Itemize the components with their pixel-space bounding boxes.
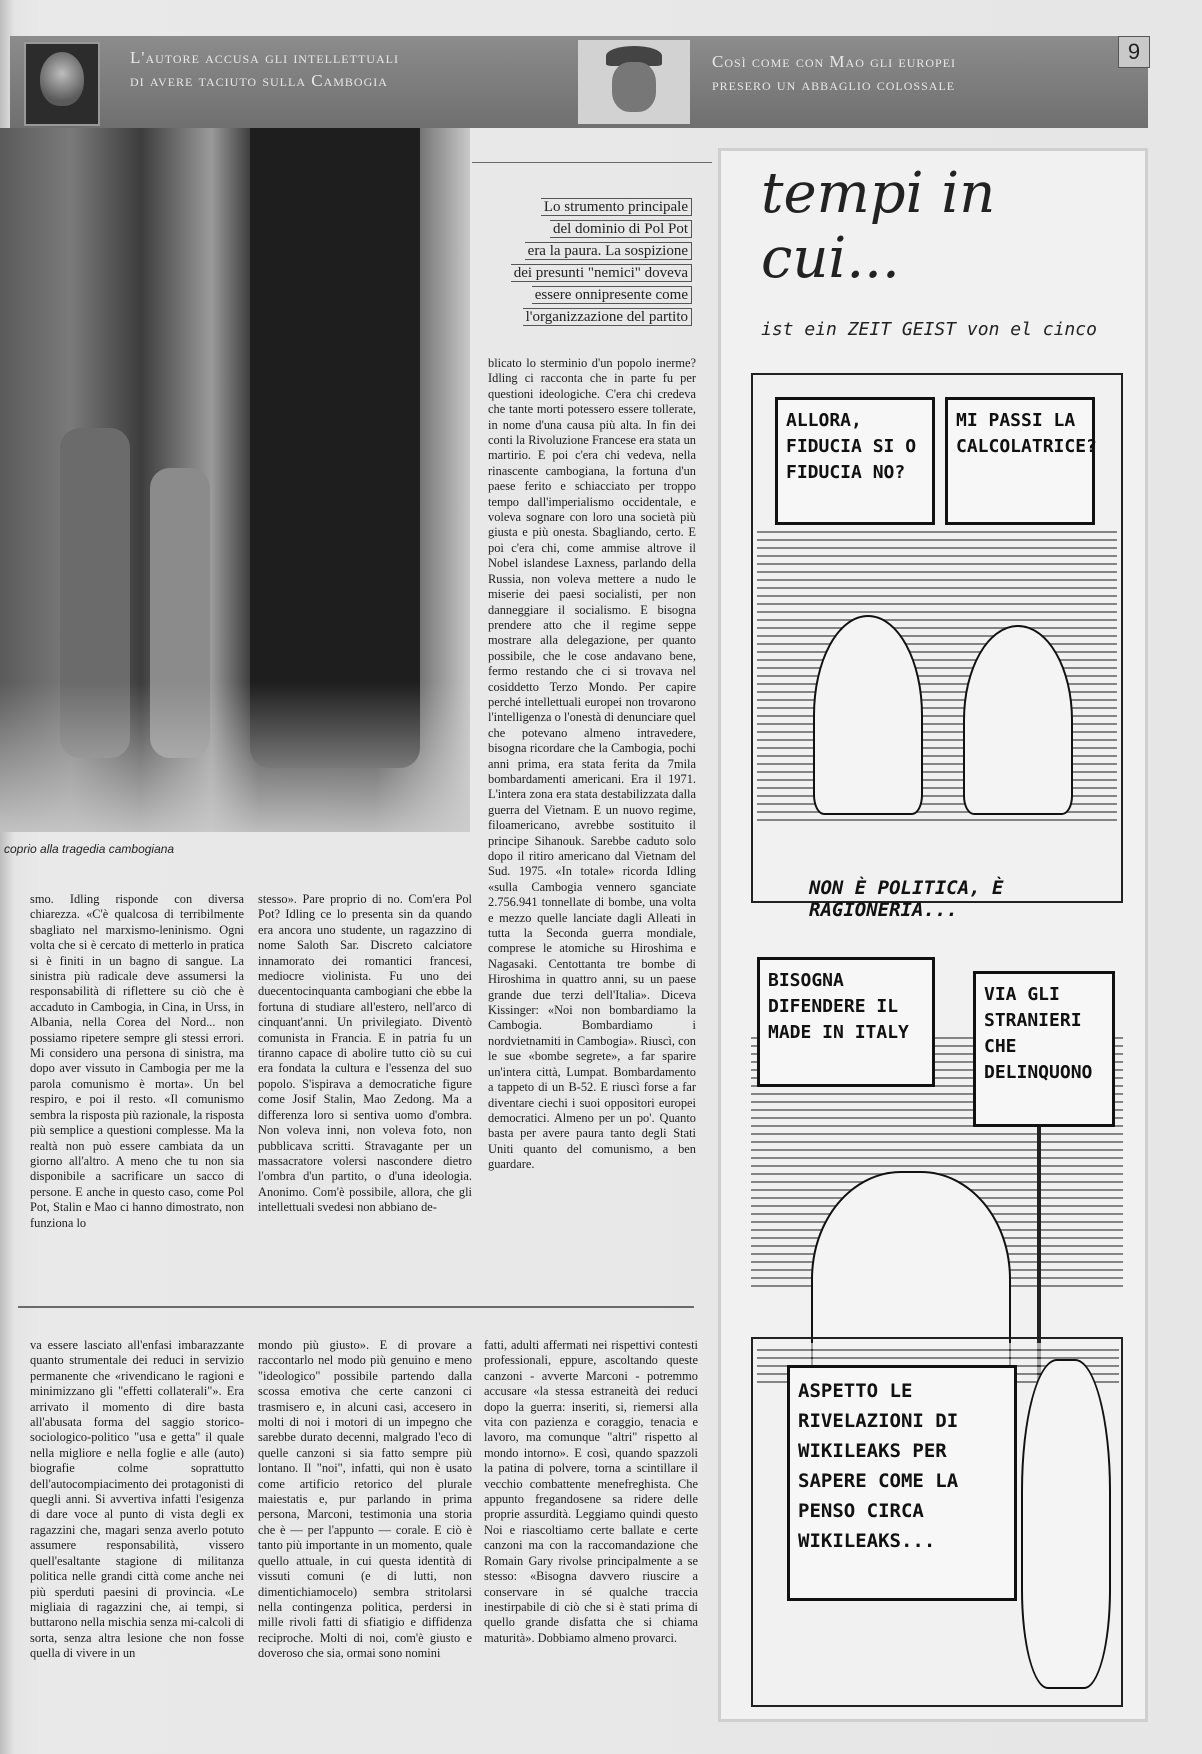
column-rule (472, 162, 712, 163)
article-column-2-bottom: mondo più giusto». E di provare a raccontarlo nel modo più genuino e meno "ideologico" possibile partendo dalla scossa emotiva che certe canzoni ci trasmisero e, in alcuni casi, accesero in molti di noi i motori di un impegno che sarebbe durato decenni, malgrado l'eco di quelle canzoni si sia fatto sempre più lontano. Il "noi", infatti, qui non è usato come artificio retorico del plurale maiestatis e, pur parlando in prima persona, Marconi, testimonia una storia che è — per l'appunto — corale. E ciò è tanto più importante in un momento, quale quello attuale, in cui questa identità di vissuti comuni (e di lutti, non dimentichiamocelo) sembra stritolarsi nella contingenza politica, perdersi in mille rivoli fatti di sfiatigio e diffidenza reciproche. Molti di noi, com'è giusto e doveroso che sia, ormai sono nomini (258, 1338, 472, 1661)
pull-quote-line: del dominio di Pol Pot (550, 220, 692, 238)
left-title-line2: di avere taciuto sulla Cambogia (130, 71, 388, 90)
page-number: 9 (1118, 36, 1150, 68)
page-header-band (10, 36, 1148, 128)
feature-photo (0, 128, 470, 832)
cartoon-panel-3 (751, 1337, 1123, 1707)
cartoon-subtitle: ist ein ZEIT GEIST von el cinco (761, 319, 1097, 340)
speech-sign-right: MI PASSI LA CALCOLATRICE? (945, 397, 1095, 525)
speech-sign-left: ALLORA, FIDUCIA SI O FIDUCIA NO? (775, 397, 935, 525)
protest-sign-right: VIA GLI STRANIERI CHE DELINQUONO (973, 971, 1115, 1127)
article-column-1-bottom: va essere lasciato all'enfasi imbarazzante quanto strumentale dei reduci in servizio permanente che «rivendicano le ragioni e minimizzano gli "effetti collaterali"». Era arrivato il momento di dire basta all'abusata forma del saggio storico-sociologico-politico "usa e getta" il quale nella migliore e nella foglie e alle (auto) biografie colme soprattutto dell'autocompiacimento dei protagonisti di quegli anni. Si avvertiva infatti l'esigenza di dare voce al punto di vista degli ex ragazzini che, magari senza averlo potuto assumere responsabilità, vissero quell'esaltante stagione di militanza politica nelle grandi città come anche nei più sperduti paesini di provincia. «Le migliaia di ragazzini che, ai tempi, si buttarono nella mischia senza mi-calcoli di sorta, senza altra lesione che non fosse quella di vivere in un (30, 1338, 244, 1661)
left-header-title (130, 46, 399, 92)
cartoon-panel-1 (751, 373, 1123, 903)
pull-quote-line: era la paura. La sospizione (525, 242, 692, 260)
article-column-3-bottom: fatti, adulti affermati nei rispettivi contesti professionali, eppure, ascoltando queste canzoni - avverte Marconi - potremmo accusare «la stessa estraneità dei reduci dopo la guerra: inseriti, si, riemersi alla vita con pazienza e coraggio, tenacia e lavoro, ma comunque "altri" rispetto al mondo intorno». E così, quando spazzoli la patina di polvere, torna a scintillare il vecchio combattente menefreghista. Che appunto fregandosene sa ridere delle proprie assurdità. Leggiamo quindi questo Noi e riascoltiamo certe ballate e certe canzoni ma con la raccomandazione che Romain Gary rivolse principalmente a se stesso: «Bisogna davvero riuscire a conservare in sé qualche traccia inestirpabile di ciò che si è stati prima di quello grande disfatta che si chiama maturità». Dobbiamo almeno provarci. (484, 1338, 698, 1645)
protest-sign-left: BISOGNA DIFENDERE IL MADE IN ITALY (757, 957, 935, 1087)
panel-1-caption: NON È POLITICA, È RAGIONERIA... (809, 877, 1004, 921)
cartoon-title: tempi in cui... (761, 161, 996, 291)
pull-quote (488, 196, 692, 328)
politician-figure-left (813, 615, 923, 815)
right-title-line2: presero un abbaglio colossale (712, 75, 956, 94)
section-divider (18, 1306, 694, 1308)
pull-quote-line: essere onnipresente come (532, 286, 692, 304)
right-title-line1: Così come con Mao gli europei (712, 52, 957, 71)
right-header-title (712, 50, 956, 96)
photo-caption: coprio alla tragedia cambogiana (4, 842, 175, 856)
mao-portrait (578, 40, 690, 124)
article-column-2-middle: stesso». Pare proprio di no. Com'era Pol Pot? Idling ce lo presenta sin da quando era ancora uno studente, un ragazzino di nome Saloth Sar. Discreto calciatore innamorato dei romantici francesi, mediocre violinista. Fu uno dei duecentocinquanta cambogiani che ebbe la fortuna di studiare all'estero, nell'arco di cinquant'anni. Un privilegiato. Diventò comunista in Francia. E in patria fu un tiranno capace di abolire tutto ciò su cui era fondata la cultura e l'essenza del suo popolo. S'ispirava a democratiche figure come Josif Stalin, Mao Zedong. Ma a differenza loro si sentiva uomo d'ombra. Non voleva inni, non voleva foto, non pubblicava scritti. Stravagante per un massacratore volersi nascondere dietro l'ombra d'un partito, o d'una ideologia. Anonimo. Com'è possibile, allora, che gli intellettuali svedesi non abbiano de- (258, 892, 472, 1215)
author-portrait (24, 42, 100, 126)
politician-figure-right (963, 625, 1073, 815)
cartoon-strip (718, 148, 1148, 1722)
pull-quote-line: dei presunti "nemici" doveva (511, 264, 692, 282)
pull-quote-line: l'organizzazione del partito (523, 308, 692, 326)
wikileaks-sign: ASPETTO LE RIVELAZIONI DI WIKILEAKS PER SAPERE COME LA PENSO CIRCA WIKILEAKS... (787, 1365, 1017, 1601)
article-column-1-middle: smo. Idling risponde con diversa chiarezza. «C'è qualcosa di terribilmente sbagliato nel marxismo-leninismo. Ogni volta che si è cercato di metterlo in pratica si è finiti in un bagno di sangue. La sinistra più radicale deve assumersi la responsabilità di riflettere su ciò che è accaduto in Cambogia, in Cina, in Urss, in Albania, nella Corea del Nord... non possiamo ripetere sempre gli stessi errori. Mi considero una persona di sinistra, ma dopo aver vissuto in Cambogia per me la parola comunismo è morta». Un bel respiro, e poi il resto. «Il comunismo sembra la risposta più razionale, la risposta più semplice a questioni complesse. Ma la realtà non può essere cambiata da un giorno all'altro. A meno che tu non sia disponibile a sacrificare un sacco di persone. E anche in questo caso, come Pol Pot, Stalin e Mao ci hanno dimostrato, non funziona lo (30, 892, 244, 1230)
left-title-line1: L'autore accusa gli intellettuali (130, 48, 399, 67)
pull-quote-line: Lo strumento principale (541, 198, 692, 216)
bearded-figure (1021, 1359, 1111, 1689)
article-column-3-top: blicato lo sterminio d'un popolo inerme? Idling ci racconta che in parte fu per questioni ideologiche. C'era chi credeva che tante morti potessero essere tollerate, in nome d'una causa più alta. In fin dei conti la Rivoluzione Francese era stata un martirio. E poi c'era chi vedeva, nella rinascente cambogiana, la fortuna d'un paese ferito e schiacciato per troppo tempo dall'imperialismo occidentale, e voleva sognare con loro una società più giusta e più onesta. Sbagliando, certo. E poi c'era chi, come ammise altrove il Nobel islandese Laxness, parlando della Russia, non voleva mettere a nudo le miserie dei paesi socialisti, per non danneggiare il socialismo. E bisogna prendere atto che il regime seppe mostrare alla delegazione, per quanto possibile, che le cose andavano bene, fermo restando che ci si trovava nel cosiddetto Terzo Mondo. Per capire perché intellettuali europei non trovarono l'intelligenza o l'onestà di denunciare quel che potevano almeno intravedere, bisogna ricordare che la Cambogia, pochi anni prima, era stata ferita da 7mila bombardamenti americani. Era il 1971. L'intera zona era stata destabilizzata dalla guerra del Vietnam. E un nuovo regime, filoamericano, avrebbe sostituito il principe Sihanouk. Sarebbe caduto solo dopo il ritiro americano dal Vietnam del Sud. 1975. «In totale» ricorda Idling «sulla Cambogia vennero sganciate 2.756.941 tonnellate di bombe, una volta e mezzo quelle lanciate dagli Alleati in tutta la Seconda guerra mondiale, comprese le atomiche su Hiroshima e Nagasaki. Centottanta tre bombe di Hiroshima in quattro anni, su un paese grande due terzi dell'Italia». Diceva Kissinger: «Noi non bombardiamo la Cambogia. Bombardiamo i nordvietnamiti in Cambogia». Riuscì, con le sue «bombe segrete», a far sparire un'intera città, Lumpat. Bombardamento a tappeto di un B-52. E riuscì forse a far diventare ciechi i suoi oppositori europei democratici. Almeno per un po'. Quanto basta per avere paura tanto degli Stati Uniti quanto del comunismo, a ben guardare. (488, 356, 696, 1172)
